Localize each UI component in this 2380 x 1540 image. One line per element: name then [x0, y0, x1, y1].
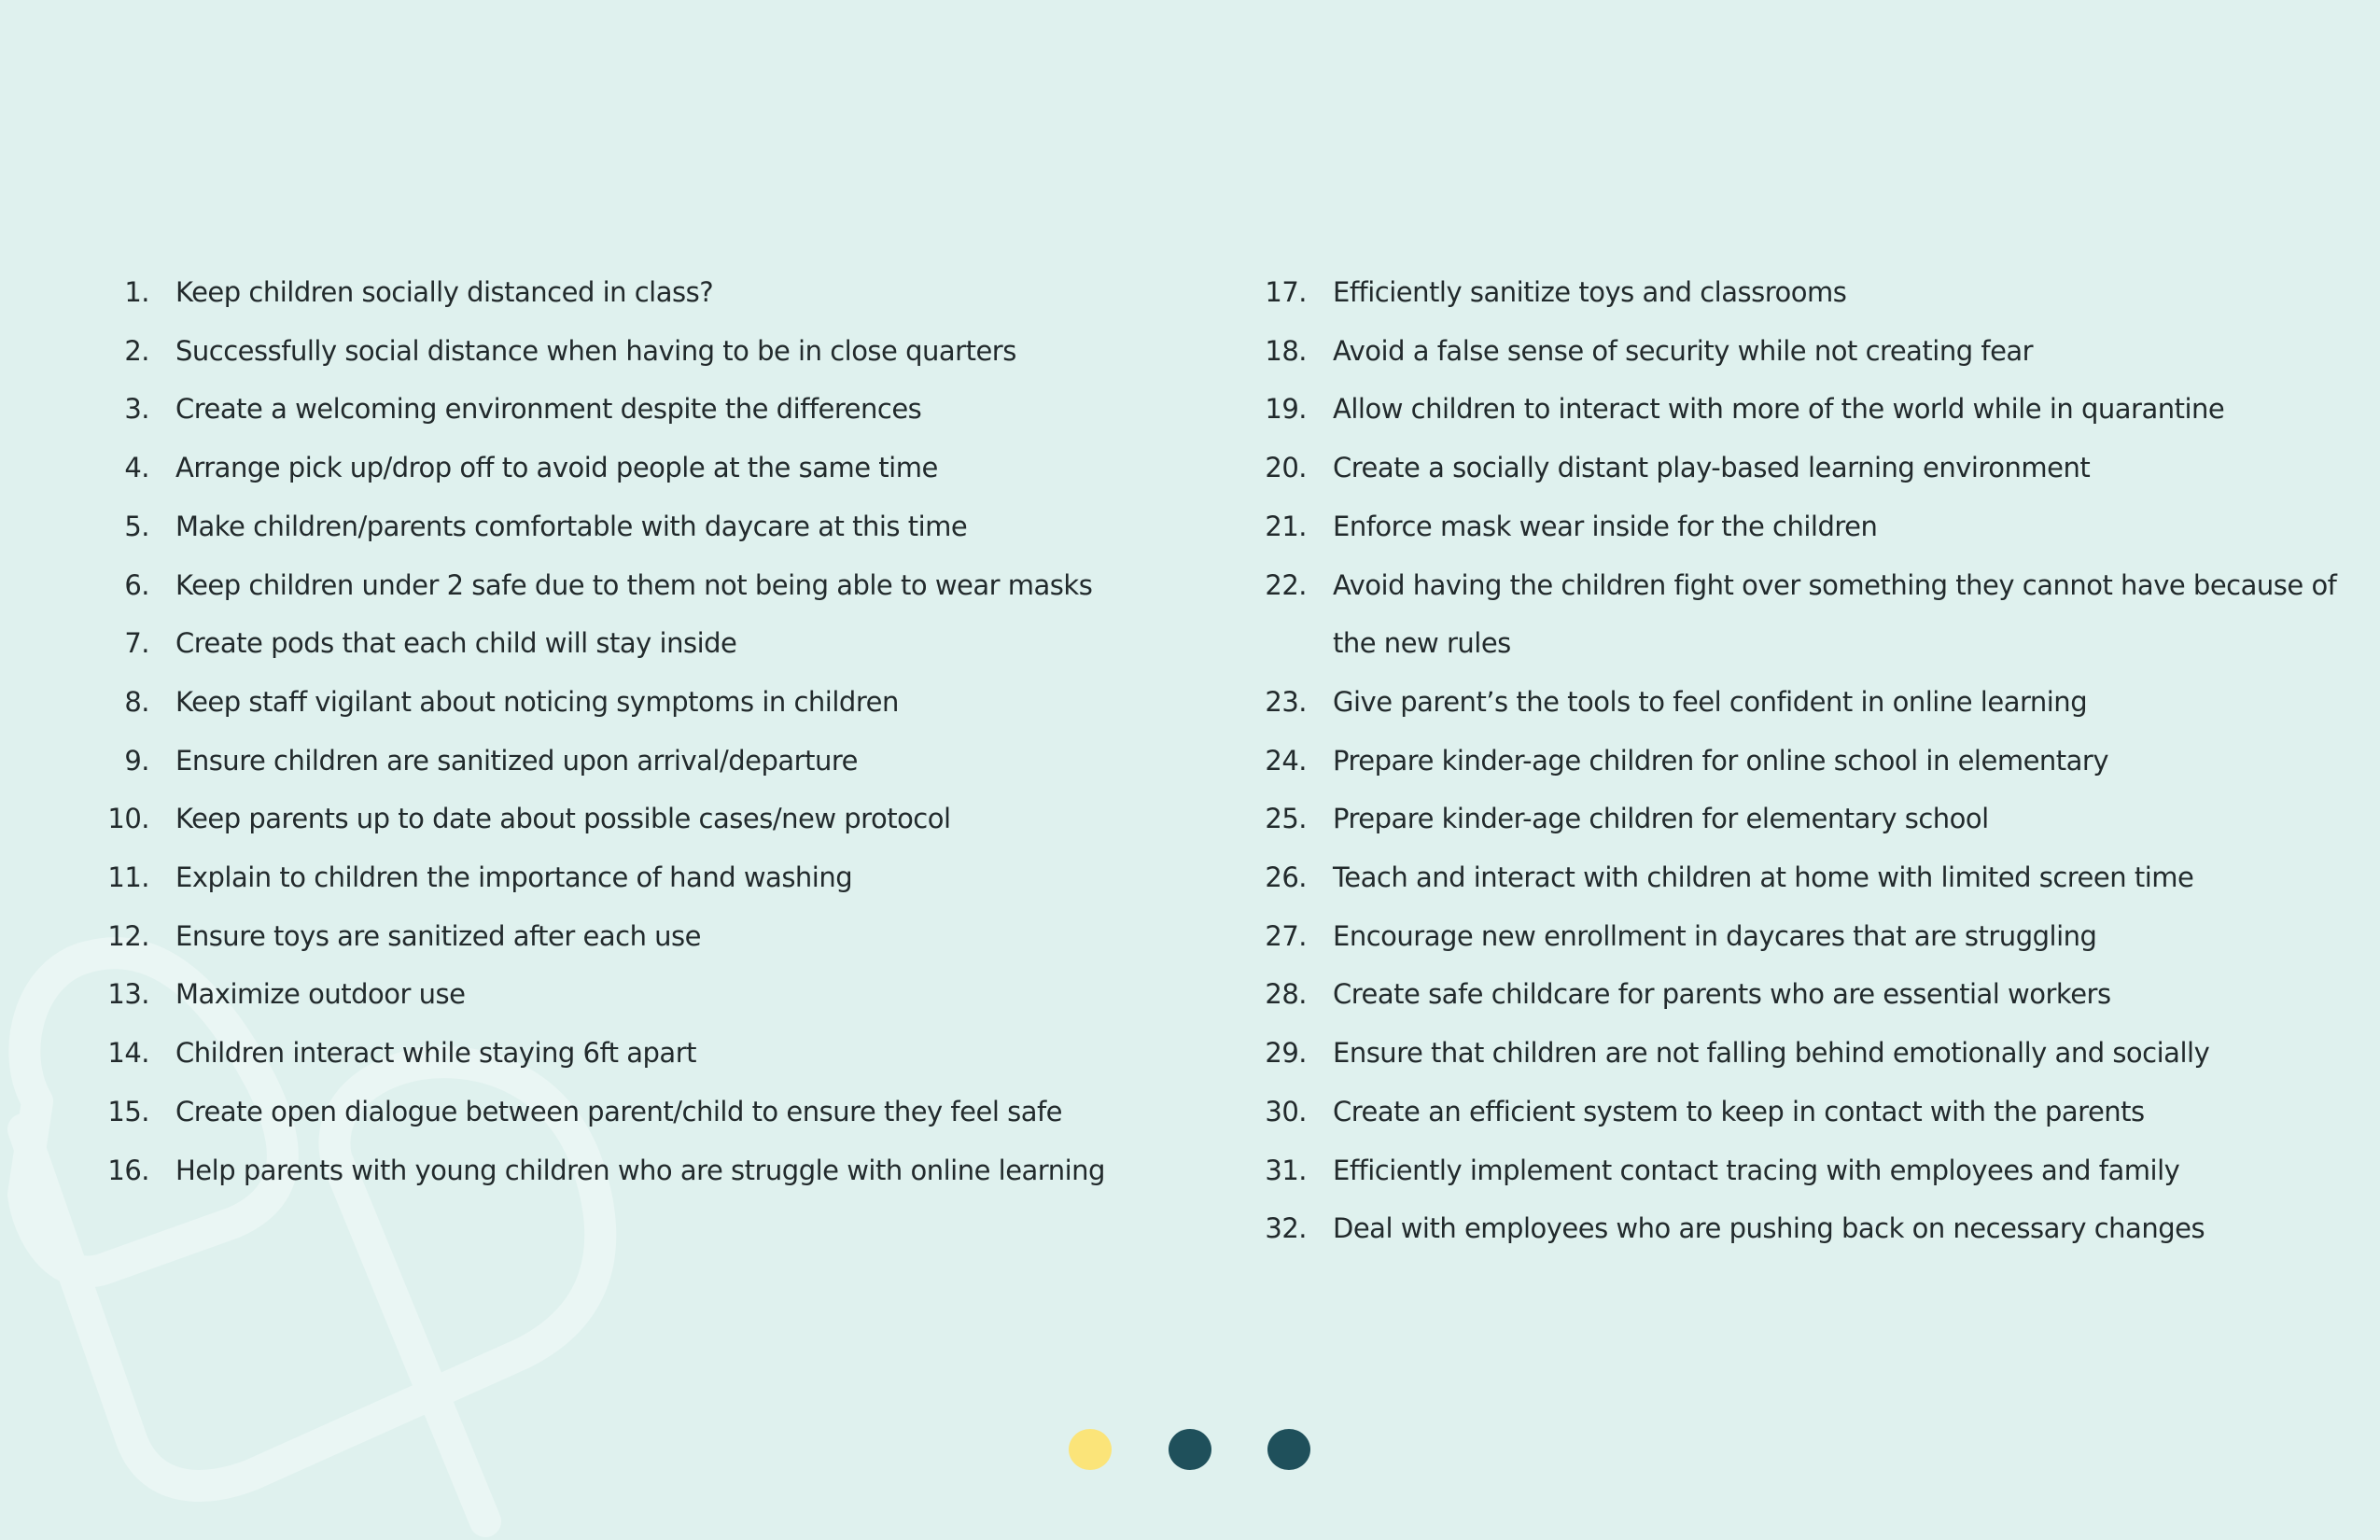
item-text: Ensure children are sanitized upon arrival/departure	[175, 744, 858, 777]
item-number: 1.	[124, 276, 149, 308]
item-text: Encourage new enrollment in daycares that are struggling	[1333, 919, 2097, 952]
item-text: Efficiently implement contact tracing with employees and family	[1333, 1154, 2180, 1186]
item-number: 27.	[1265, 919, 1307, 952]
item-number: 6.	[124, 568, 149, 601]
item-number: 22.	[1265, 568, 1307, 601]
item-number: 15.	[107, 1095, 149, 1127]
item-number: 5.	[124, 510, 149, 542]
item-number: 26.	[1265, 861, 1307, 894]
item-number: 3.	[124, 393, 149, 426]
item-text: Explain to children the importance of hand washing	[175, 861, 853, 894]
list-item	[1255, 907, 2357, 966]
list-item	[1255, 1199, 2357, 1258]
pagination-dots	[0, 1429, 2380, 1472]
item-text: Keep children under 2 safe due to them not being able to wear masks	[175, 568, 1093, 601]
question-list-right	[1255, 263, 2357, 1258]
item-number: 24.	[1265, 744, 1307, 777]
list-item	[1255, 322, 2357, 381]
list-item	[98, 439, 1218, 497]
item-number: 12.	[107, 919, 149, 952]
item-text: Create safe childcare for parents who are essential workers	[1333, 978, 2111, 1011]
item-text: Create a socially distant play-based learning environment	[1333, 452, 2091, 484]
list-item	[98, 790, 1218, 848]
list-item	[98, 322, 1218, 381]
list-item	[98, 1083, 1218, 1141]
item-number: 13.	[107, 978, 149, 1011]
list-item	[98, 497, 1218, 556]
item-text: Give parent’s the tools to feel confident in online learning	[1333, 685, 2088, 718]
list-item	[1255, 263, 2357, 322]
list-item	[98, 673, 1218, 732]
item-text: Prepare kinder-age children for online school in elementary	[1333, 744, 2109, 777]
item-number: 19.	[1265, 393, 1307, 426]
item-number: 18.	[1265, 334, 1307, 367]
item-number: 28.	[1265, 978, 1307, 1011]
item-number: 29.	[1265, 1037, 1307, 1070]
item-text: Children interact while staying 6ft apart	[175, 1037, 696, 1070]
page-dot-1[interactable]	[1069, 1429, 1112, 1470]
list-item	[98, 965, 1218, 1024]
item-text: Prepare kinder-age children for elementary school	[1333, 803, 1989, 835]
item-number: 20.	[1265, 452, 1307, 484]
list-item	[98, 907, 1218, 966]
item-text: Keep staff vigilant about noticing symptoms in children	[175, 685, 899, 718]
item-text: Teach and interact with children at home with limited screen time	[1333, 861, 2194, 894]
item-number: 16.	[107, 1154, 149, 1186]
item-text: Maximize outdoor use	[175, 978, 466, 1011]
item-number: 31.	[1265, 1154, 1307, 1186]
list-item	[98, 556, 1218, 615]
item-number: 14.	[107, 1037, 149, 1070]
list-item	[98, 732, 1218, 791]
item-number: 25.	[1265, 803, 1307, 835]
list-item	[1255, 439, 2357, 497]
item-text: Arrange pick up/drop off to avoid people at the same time	[175, 452, 938, 484]
list-item	[1255, 1141, 2357, 1200]
item-text: Efficiently sanitize toys and classrooms	[1333, 276, 1847, 308]
list-item	[1255, 965, 2357, 1024]
list-item	[1255, 848, 2357, 907]
item-number: 17.	[1265, 276, 1307, 308]
item-text: Ensure that children are not falling behind emotionally and socially	[1333, 1037, 2210, 1070]
item-number: 2.	[124, 334, 149, 367]
item-number: 30.	[1265, 1095, 1307, 1127]
item-number: 32.	[1265, 1212, 1307, 1245]
page-dot-2[interactable]	[1169, 1429, 1211, 1470]
item-number: 10.	[107, 803, 149, 835]
list-item	[98, 263, 1218, 322]
list-item	[98, 848, 1218, 907]
item-text: Avoid having the children fight over something they cannot have because of the new rules	[1333, 568, 2337, 660]
list-item	[1255, 1083, 2357, 1141]
item-text: Make children/parents comfortable with daycare at this time	[175, 510, 968, 542]
list-item	[98, 614, 1218, 673]
item-number: 21.	[1265, 510, 1307, 542]
list-item	[1255, 1024, 2357, 1083]
item-text: Create a welcoming environment despite the differences	[175, 393, 922, 426]
item-number: 23.	[1265, 685, 1307, 718]
item-number: 9.	[124, 744, 149, 777]
list-item	[1255, 556, 2357, 673]
item-number: 8.	[124, 685, 149, 718]
item-text: Help parents with young children who are struggle with online learning	[175, 1154, 1105, 1186]
list-item	[98, 1141, 1218, 1200]
item-text: Deal with employees who are pushing back on necessary changes	[1333, 1212, 2205, 1245]
item-text: Create an efficient system to keep in contact with the parents	[1333, 1095, 2145, 1127]
item-text: Keep parents up to date about possible cases/new protocol	[175, 803, 951, 835]
list-item	[1255, 732, 2357, 791]
item-text: Successfully social distance when having to be in close quarters	[175, 334, 1016, 367]
list-item	[98, 380, 1218, 439]
item-number: 11.	[107, 861, 149, 894]
question-list-left	[98, 263, 1218, 1199]
item-text: Create pods that each child will stay inside	[175, 627, 737, 660]
item-text: Ensure toys are sanitized after each use	[175, 919, 702, 952]
item-number: 4.	[124, 452, 149, 484]
list-item	[98, 1024, 1218, 1083]
item-text: Create open dialogue between parent/child to ensure they feel safe	[175, 1095, 1063, 1127]
item-text: Keep children socially distanced in class?	[175, 276, 714, 308]
list-item	[1255, 673, 2357, 732]
item-number: 7.	[124, 627, 149, 660]
item-text: Allow children to interact with more of the world while in quarantine	[1333, 393, 2225, 426]
list-item	[1255, 380, 2357, 439]
list-item	[1255, 497, 2357, 556]
list-item	[1255, 790, 2357, 848]
page-dot-3[interactable]	[1267, 1429, 1310, 1470]
item-text: Enforce mask wear inside for the children	[1333, 510, 1878, 542]
item-text: Avoid a false sense of security while not creating fear	[1333, 334, 2034, 367]
